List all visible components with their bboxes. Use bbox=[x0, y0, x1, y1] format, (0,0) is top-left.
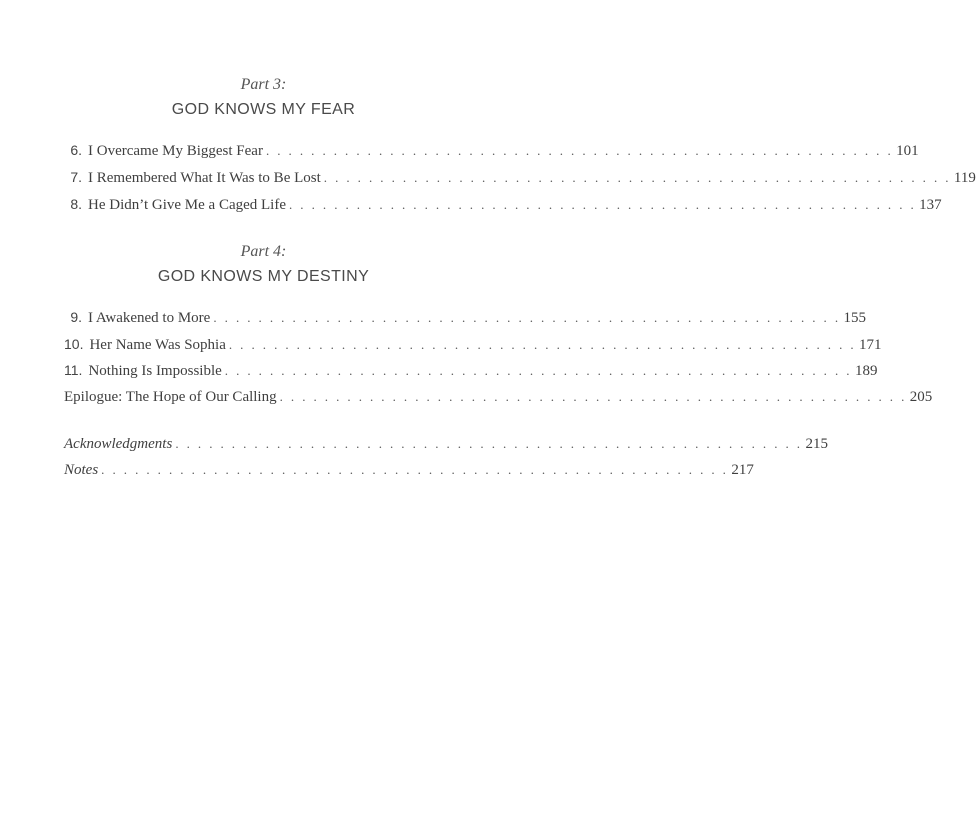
notes-title: Notes bbox=[64, 462, 99, 478]
chapter-title: He Didn’t Give Me a Caged Life bbox=[88, 197, 286, 213]
chapter-title: I Remembered What It Was to Be Lost bbox=[88, 170, 321, 186]
page-number: 189 bbox=[854, 363, 878, 379]
toc-entry-chapter-6[interactable] bbox=[64, 142, 919, 162]
dot-leader: . . . . . . . . . . . . . . . . . . . . . . . . . . . . . . . . . . . . . . . . . . . . . . . . . . . . . . . . bbox=[323, 170, 951, 185]
chapter-number: 10. bbox=[64, 336, 84, 352]
toc-entry-chapter-8[interactable] bbox=[64, 196, 942, 216]
dot-leader: . . . . . . . . . . . . . . . . . . . . . . . . . . . . . . . . . . . . . . . . . . . . . . . . . . . . . . . . bbox=[279, 389, 907, 404]
part-3-label: Part 3: bbox=[240, 76, 287, 93]
dot-leader: . . . . . . . . . . . . . . . . . . . . . . . . . . . . . . . . . . . . . . . . . . . . . . . . . . . . . . . . bbox=[175, 436, 803, 451]
page-number: 217 bbox=[731, 462, 754, 478]
dot-leader: . . . . . . . . . . . . . . . . . . . . . . . . . . . . . . . . . . . . . . . . . . . . . . . . . . . . . . . . bbox=[213, 310, 841, 325]
toc-entry-epilogue[interactable] bbox=[64, 389, 933, 409]
acknowledgments-title: Acknowledgments bbox=[64, 436, 173, 452]
epilogue-title: Epilogue: The Hope of Our Calling bbox=[64, 389, 277, 405]
dot-leader: . . . . . . . . . . . . . . . . . . . . . . . . . . . . . . . . . . . . . . . . . . . . . . . . . . . . . . . . bbox=[224, 363, 852, 378]
page-number: 101 bbox=[896, 143, 919, 159]
chapter-number: 9. bbox=[70, 309, 82, 325]
part-4-label: Part 4: bbox=[240, 243, 287, 260]
chapter-number: 11. bbox=[64, 362, 83, 378]
chapter-number: 8. bbox=[70, 196, 82, 212]
page-number: 215 bbox=[805, 436, 828, 452]
page-number: 171 bbox=[859, 337, 882, 353]
toc-entry-chapter-11[interactable] bbox=[64, 362, 878, 382]
page-number: 205 bbox=[909, 389, 933, 405]
chapter-title: I Overcame My Biggest Fear bbox=[88, 143, 263, 159]
page-number: 137 bbox=[919, 197, 942, 213]
toc-entry-chapter-9[interactable] bbox=[64, 309, 866, 329]
chapter-title: Nothing Is Impossible bbox=[88, 363, 222, 379]
toc-entry-acknowledgments[interactable] bbox=[64, 436, 828, 456]
part-4-title: GOD KNOWS MY DESTINY bbox=[157, 268, 370, 285]
dot-leader: . . . . . . . . . . . . . . . . . . . . . . . . . . . . . . . . . . . . . . . . . . . . . . . . . . . . . . . . bbox=[228, 337, 857, 352]
dot-leader: . . . . . . . . . . . . . . . . . . . . . . . . . . . . . . . . . . . . . . . . . . . . . . . . . . . . . . . . bbox=[289, 197, 917, 212]
toc-entry-chapter-7[interactable] bbox=[64, 169, 976, 189]
dot-leader: . . . . . . . . . . . . . . . . . . . . . . . . . . . . . . . . . . . . . . . . . . . . . . . . . . . . . . . . bbox=[101, 462, 729, 477]
dot-leader: . . . . . . . . . . . . . . . . . . . . . . . . . . . . . . . . . . . . . . . . . . . . . . . . . . . . . . . . bbox=[265, 143, 894, 158]
page-number: 155 bbox=[843, 310, 866, 326]
chapter-number: 7. bbox=[70, 169, 82, 185]
chapter-title: I Awakened to More bbox=[88, 310, 211, 326]
page-number: 119 bbox=[953, 170, 976, 186]
chapter-title: Her Name Was Sophia bbox=[89, 337, 226, 353]
toc-entry-chapter-10[interactable] bbox=[64, 336, 882, 356]
chapter-number: 6. bbox=[70, 142, 82, 158]
toc-entry-notes[interactable] bbox=[64, 462, 754, 482]
part-3-title: GOD KNOWS MY FEAR bbox=[171, 101, 356, 118]
